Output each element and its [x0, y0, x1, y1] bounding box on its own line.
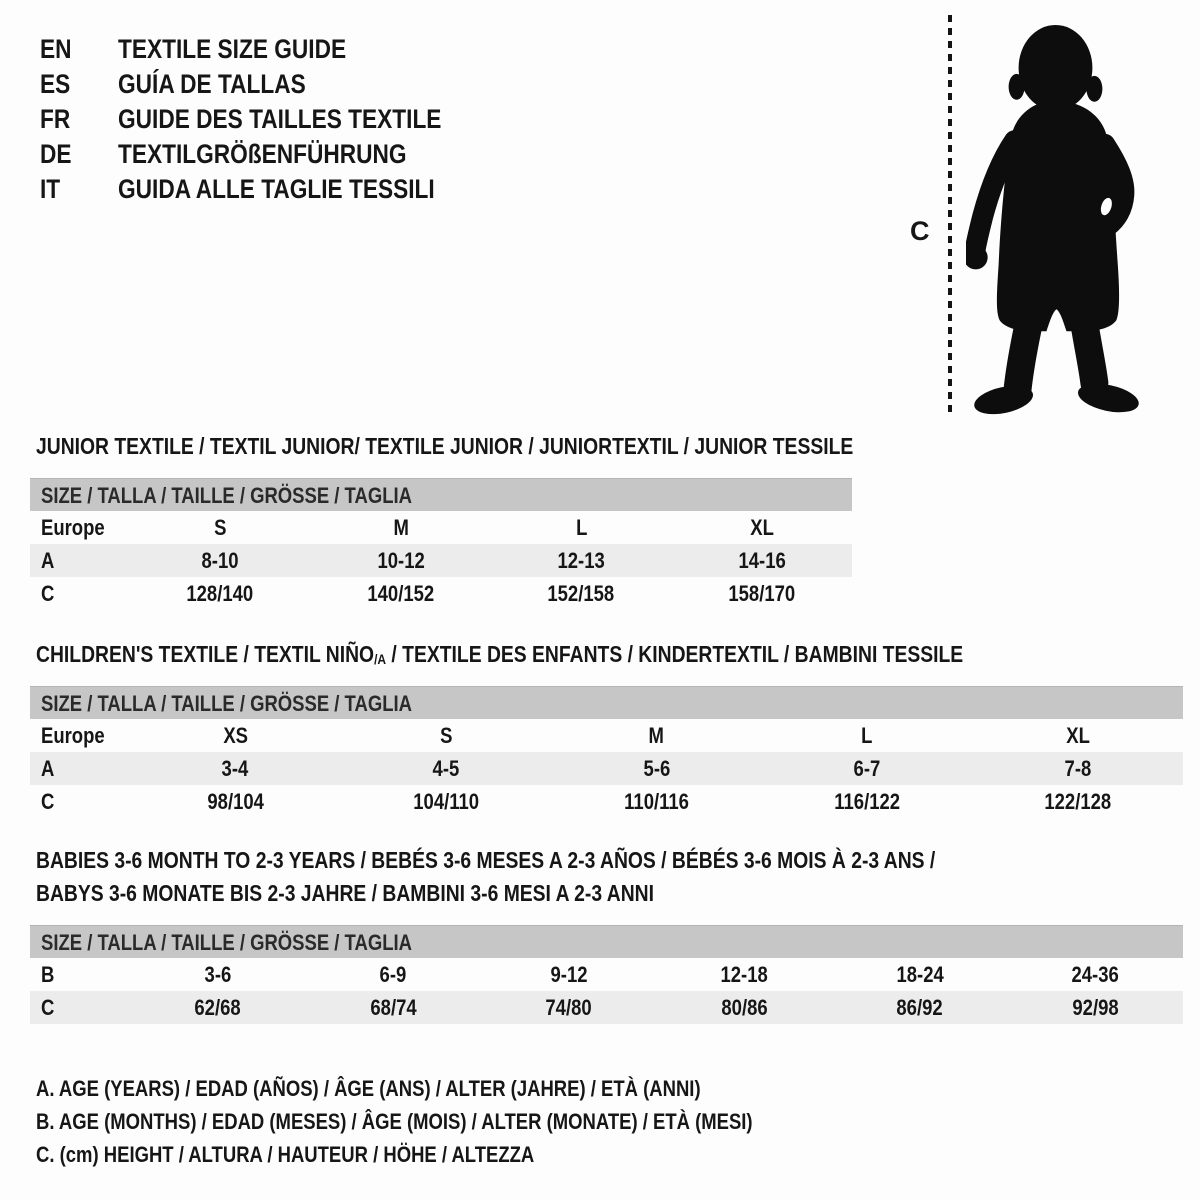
table-cell: 98/104	[207, 789, 264, 814]
table-cell: 68/74	[370, 995, 417, 1020]
table-row-height	[30, 785, 1183, 818]
language-title-block	[40, 32, 503, 207]
lang-row-it	[40, 172, 503, 207]
table-cell: 80/86	[721, 995, 768, 1020]
row-label: Europe	[41, 723, 105, 748]
children-size-table	[30, 686, 1183, 818]
height-dashed-line-icon	[948, 15, 952, 417]
table-cell: 4-5	[432, 756, 460, 781]
lang-code: EN	[40, 34, 72, 64]
size-table-header: SIZE / TALLA / TAILLE / GRÖSSE / TAGLIA	[30, 478, 852, 511]
lang-row-de	[40, 137, 503, 172]
size-table-header: SIZE / TALLA / TAILLE / GRÖSSE / TAGLIA	[30, 925, 1183, 958]
table-cell: 12-18	[720, 962, 768, 987]
table-cell: 110/116	[624, 789, 689, 814]
children-section-heading: CHILDREN'S TEXTILE / TEXTIL NIÑO/A / TEXTILE DES ENFANTS / KINDERTEXTIL / BAMBINI TESSILE	[36, 641, 964, 668]
toddler-silhouette-icon	[966, 13, 1144, 417]
table-row-height	[30, 991, 1183, 1024]
table-cell: S	[439, 723, 453, 748]
table-cell: 5-6	[643, 756, 670, 781]
table-row-age-months	[30, 958, 1183, 991]
table-cell: 12-13	[557, 548, 605, 573]
table-cell: 104/110	[412, 789, 479, 814]
table-cell: 3-6	[204, 962, 232, 987]
junior-section-heading: JUNIOR TEXTILE / TEXTIL JUNIOR/ TEXTILE JUNIOR / JUNIORTEXTIL / JUNIOR TESSILE	[36, 433, 854, 459]
table-cell: 116/122	[834, 789, 900, 814]
table-cell: 128/140	[186, 581, 254, 606]
lang-code: IT	[40, 174, 61, 204]
lang-code: DE	[40, 139, 72, 169]
table-row-age	[30, 752, 1183, 785]
table-cell: L	[861, 723, 873, 748]
lang-code: FR	[40, 104, 71, 134]
table-cell: 7-8	[1064, 756, 1092, 781]
table-cell: 122/128	[1044, 789, 1112, 814]
guide-title: GUÍA DE TALLAS	[118, 69, 306, 99]
guide-title: GUIDE DES TAILLES TEXTILE	[118, 104, 442, 134]
table-cell: M	[393, 515, 409, 540]
table-cell: XL	[1065, 723, 1090, 748]
table-cell: S	[214, 515, 227, 540]
table-cell: 6-9	[379, 962, 407, 987]
junior-size-table	[30, 478, 852, 610]
table-cell: 158/170	[728, 581, 796, 606]
table-cell: 18-24	[896, 962, 944, 987]
table-cell: 74/80	[545, 995, 592, 1020]
row-label: Europe	[41, 515, 105, 540]
row-label: C	[41, 995, 55, 1020]
table-cell: XL	[749, 515, 774, 540]
nino-a-subscript: /A	[374, 652, 387, 668]
table-cell: M	[648, 723, 665, 748]
legend-line-a: A. AGE (YEARS) / EDAD (AÑOS) / ÂGE (ANS) / ALTER (JAHRE) / ETÀ (ANNI)	[36, 1076, 701, 1101]
table-cell: 140/152	[367, 581, 435, 606]
lang-code: ES	[40, 69, 71, 99]
table-cell: 92/98	[1072, 995, 1119, 1020]
legend-line-b: B. AGE (MONTHS) / EDAD (MESES) / ÂGE (MOIS) / ALTER (MONATE) / ETÀ (MESI)	[36, 1109, 753, 1134]
guide-title: TEXTILE SIZE GUIDE	[118, 34, 347, 64]
row-label: A	[41, 548, 55, 573]
guide-title: GUIDA ALLE TAGLIE TESSILI	[118, 174, 435, 204]
height-measure-label: C	[910, 216, 930, 246]
measurement-legend	[36, 1072, 889, 1171]
lang-row-fr	[40, 102, 503, 137]
lang-row-es	[40, 67, 503, 102]
table-cell: 14-16	[738, 548, 786, 573]
table-cell: 6-7	[853, 756, 881, 781]
table-cell: 152/158	[547, 581, 615, 606]
row-label: C	[41, 789, 55, 814]
babies-size-table	[30, 925, 1183, 1024]
table-row-age	[30, 544, 852, 577]
babies-section-heading-line1: BABIES 3-6 MONTH TO 2-3 YEARS / BEBÉS 3-6 MESES A 2-3 AÑOS / BÉBÉS 3-6 MOIS À 2-3 ANS /	[36, 847, 936, 873]
table-cell: 62/68	[194, 995, 241, 1020]
table-cell: 86/92	[896, 995, 943, 1020]
table-cell: 10-12	[377, 548, 425, 573]
table-cell: 3-4	[221, 756, 249, 781]
table-cell: XS	[222, 723, 248, 748]
row-label: A	[41, 756, 55, 781]
table-cell: 24-36	[1071, 962, 1119, 987]
table-row-europe	[30, 719, 1183, 752]
table-row-europe	[30, 511, 852, 544]
legend-line-c: C. (cm) HEIGHT / ALTURA / HAUTEUR / HÖHE / ALTEZZA	[36, 1142, 535, 1167]
guide-title: TEXTILGRÖßENFÜHRUNG	[118, 139, 407, 169]
row-label: C	[41, 581, 55, 606]
table-cell: 8-10	[201, 548, 239, 573]
size-table-header: SIZE / TALLA / TAILLE / GRÖSSE / TAGLIA	[30, 686, 1183, 719]
babies-section-heading-line2: BABYS 3-6 MONATE BIS 2-3 JAHRE / BAMBINI 3-6 MESI A 2-3 ANNI	[36, 880, 654, 906]
table-row-height	[30, 577, 852, 610]
lang-row-en	[40, 32, 503, 67]
table-cell: L	[575, 515, 587, 540]
row-label: B	[41, 962, 55, 987]
table-cell: 9-12	[550, 962, 588, 987]
